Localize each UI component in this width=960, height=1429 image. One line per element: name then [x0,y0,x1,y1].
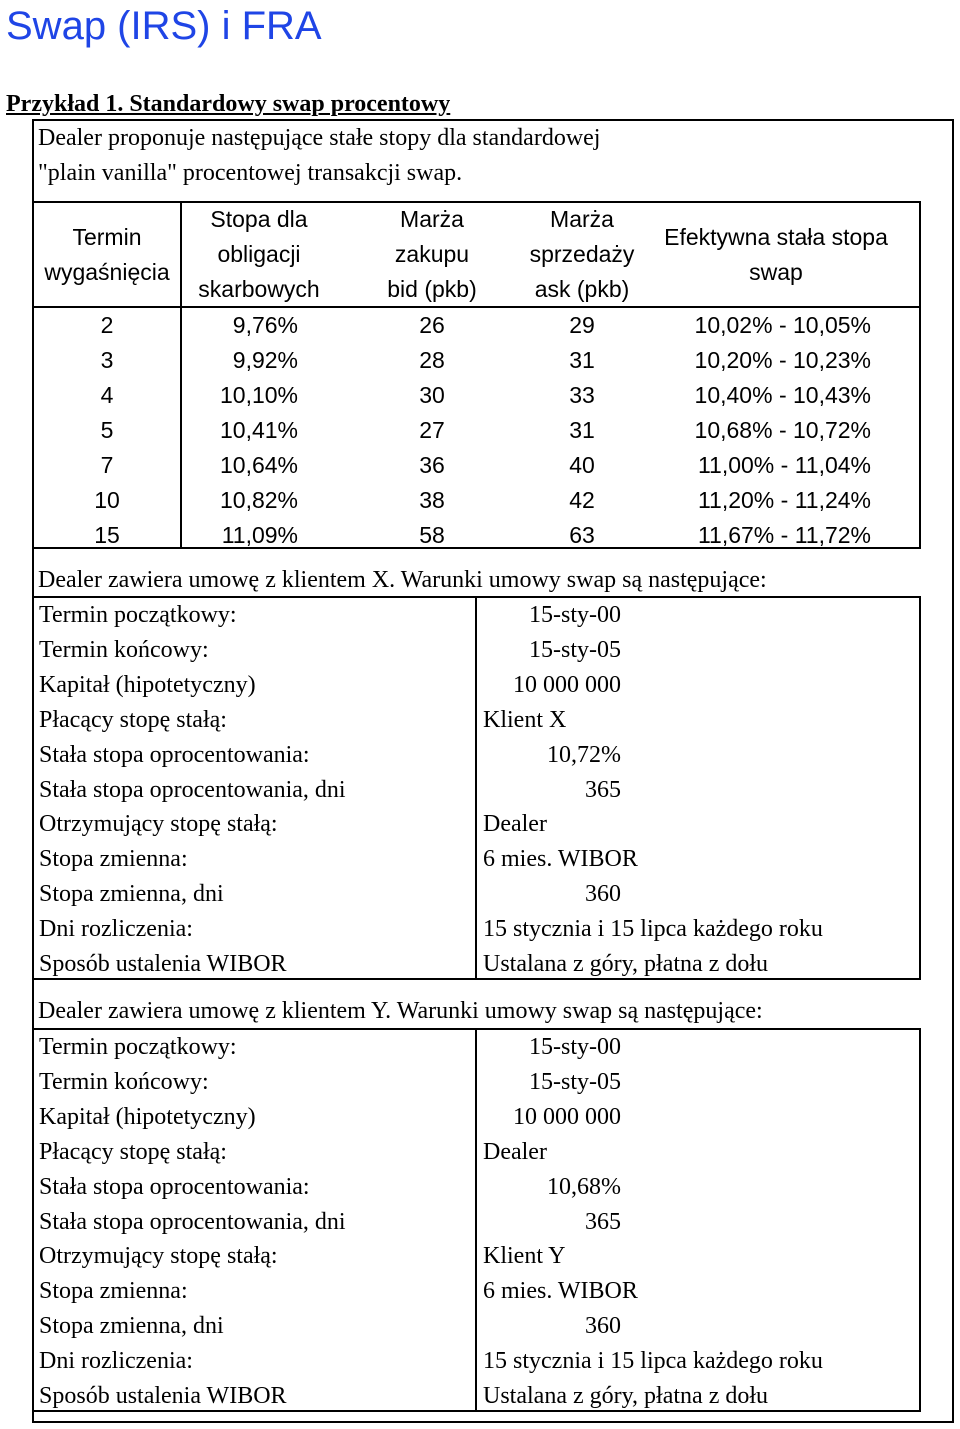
cell-effective-rate: 10,40% - 10,43% [694,382,871,408]
cell-term: 7 [100,452,114,478]
cell-bid: 38 [419,487,445,513]
deal-x-table [32,596,921,980]
cell-term: 4 [100,382,114,408]
list-item [34,807,919,842]
cell-ask: 33 [569,382,595,408]
term-value: Ustalana z góry, płatna z dołu [483,951,769,977]
term-value: 15-sty-05 [529,1068,621,1095]
term-value: 10 000 000 [513,1103,621,1130]
term-label: Stała stopa oprocentowania, dni [39,776,346,803]
cell-ask: 40 [569,452,595,478]
term-label: Stopa zmienna: [39,846,188,873]
deal-x-intro: Dealer zawiera umowę z klientem X. Warunki umowy swap są następujące: [38,567,767,593]
cell-effective-rate: 11,67% - 11,72% [697,522,871,548]
list-item [34,947,919,982]
term-label: Sposób ustalenia WIBOR [39,951,287,977]
term-value: 10 000 000 [513,671,621,698]
cell-ask: 31 [569,417,595,443]
list-item [34,1205,919,1240]
rates-table [32,201,921,549]
term-label: Stała stopa oprocentowania, dni [39,1208,346,1235]
cell-bid: 27 [419,417,445,443]
term-value: Ustalana z góry, płatna z dołu [483,1383,769,1409]
term-label: Stała stopa oprocentowania: [39,1173,310,1200]
cell-ask: 42 [569,487,595,513]
term-value: 15-sty-05 [529,636,621,663]
deal-y-table [32,1028,921,1412]
term-value: 360 [585,1313,621,1340]
term-value: 6 mies. WIBOR [483,846,638,873]
term-value: 15 stycznia i 15 lipca każdego roku [483,1348,823,1375]
term-value: 365 [585,1208,621,1235]
list-item [34,1030,919,1065]
term-label: Termin końcowy: [39,1068,209,1095]
term-value: 10,72% [547,741,621,768]
term-label: Stopa zmienna, dni [39,1313,224,1340]
list-item [34,1344,919,1379]
cell-effective-rate: 11,00% - 11,04% [697,452,871,478]
example-heading: Przykład 1. Standardowy swap procentowy [6,91,451,117]
cell-treasury-rate: 11,09% [221,522,298,548]
intro-line-1: Dealer proponuje następujące stałe stopy dla standardowej [38,125,601,151]
term-value: Dealer [483,811,547,838]
term-value: Klient Y [483,1243,566,1270]
list-item [34,738,919,773]
cell-treasury-rate: 10,41% [219,417,298,443]
cell-term: 5 [100,417,114,443]
cell-effective-rate: 10,02% - 10,05% [694,312,871,338]
term-value: 6 mies. WIBOR [483,1278,638,1305]
list-item [34,877,919,912]
term-label: Dni rozliczenia: [39,1348,193,1375]
term-label: Otrzymujący stopę stałą: [39,1243,278,1270]
cell-ask: 63 [569,522,595,548]
cell-treasury-rate: 10,64% [219,452,298,478]
list-item [34,703,919,738]
cell-effective-rate: 10,20% - 10,23% [694,347,871,373]
list-item [34,668,919,703]
cell-treasury-rate: 10,82% [219,487,298,513]
table-row [34,343,919,378]
term-label: Termin końcowy: [39,636,209,663]
term-label: Sposób ustalenia WIBOR [39,1383,287,1409]
header-treasury-rate: Stopa dla obligacji skarbowych [198,206,320,302]
list-item [34,1065,919,1100]
list-item [34,1170,919,1205]
header-effective-rate: Efektywna stała stopa swap [664,223,888,285]
cell-ask: 31 [569,347,595,373]
cell-bid: 58 [419,522,445,548]
term-value: Klient X [483,706,567,733]
list-item [34,1135,919,1170]
list-item [34,1274,919,1309]
cell-term: 10 [94,487,120,513]
term-value: 15-sty-00 [529,1034,621,1060]
cell-treasury-rate: 10,10% [219,382,298,408]
table-row [34,448,919,483]
deal-y-intro: Dealer zawiera umowę z klientem Y. Warunki umowy swap są następujące: [38,998,763,1024]
table-row [34,483,919,518]
term-label: Stała stopa oprocentowania: [39,741,310,768]
list-item [34,1100,919,1135]
cell-ask: 29 [569,312,595,338]
table-row [34,378,919,413]
term-value: 360 [585,881,621,908]
term-value: 365 [585,776,621,803]
table-row [34,308,919,343]
cell-bid: 36 [419,452,445,478]
cell-effective-rate: 11,20% - 11,24% [697,487,871,513]
list-item [34,773,919,808]
term-value: 10,68% [547,1173,621,1200]
term-value: Dealer [483,1138,547,1165]
term-label: Termin początkowy: [39,602,237,628]
cell-bid: 30 [419,382,445,408]
list-item [34,1309,919,1344]
list-item [34,633,919,668]
cell-term: 3 [100,347,114,373]
list-item [34,598,919,633]
term-label: Otrzymujący stopę stałą: [39,811,278,838]
term-label: Kapitał (hipotetyczny) [39,671,256,698]
list-item [34,1239,919,1274]
term-label: Stopa zmienna: [39,1278,188,1305]
table-row [34,518,919,553]
term-value: 15 stycznia i 15 lipca każdego roku [483,916,823,943]
header-term: Termin wygaśnięcia [44,223,170,285]
term-label: Termin początkowy: [39,1034,237,1060]
cell-term: 15 [94,522,120,548]
cell-term: 2 [100,312,114,338]
header-bid: Marża zakupu bid (pkb) [387,206,477,302]
cell-treasury-rate: 9,76% [232,312,298,338]
term-label: Płacący stopę stałą: [39,706,227,733]
cell-treasury-rate: 9,92% [232,347,298,373]
intro-line-2: "plain vanilla" procentowej transakcji swap. [38,160,463,186]
cell-bid: 26 [419,312,445,338]
list-item [34,1379,919,1414]
list-item [34,842,919,877]
list-item [34,912,919,947]
table-row [34,413,919,448]
term-label: Stopa zmienna, dni [39,881,224,908]
term-label: Kapitał (hipotetyczny) [39,1103,256,1130]
cell-effective-rate: 10,68% - 10,72% [694,417,871,443]
page-title: Swap (IRS) i FRA [6,4,322,48]
term-value: 15-sty-00 [529,602,621,628]
term-label: Płacący stopę stałą: [39,1138,227,1165]
header-ask: Marża sprzedaży ask (pkb) [529,206,635,302]
cell-bid: 28 [419,347,445,373]
term-label: Dni rozliczenia: [39,916,193,943]
